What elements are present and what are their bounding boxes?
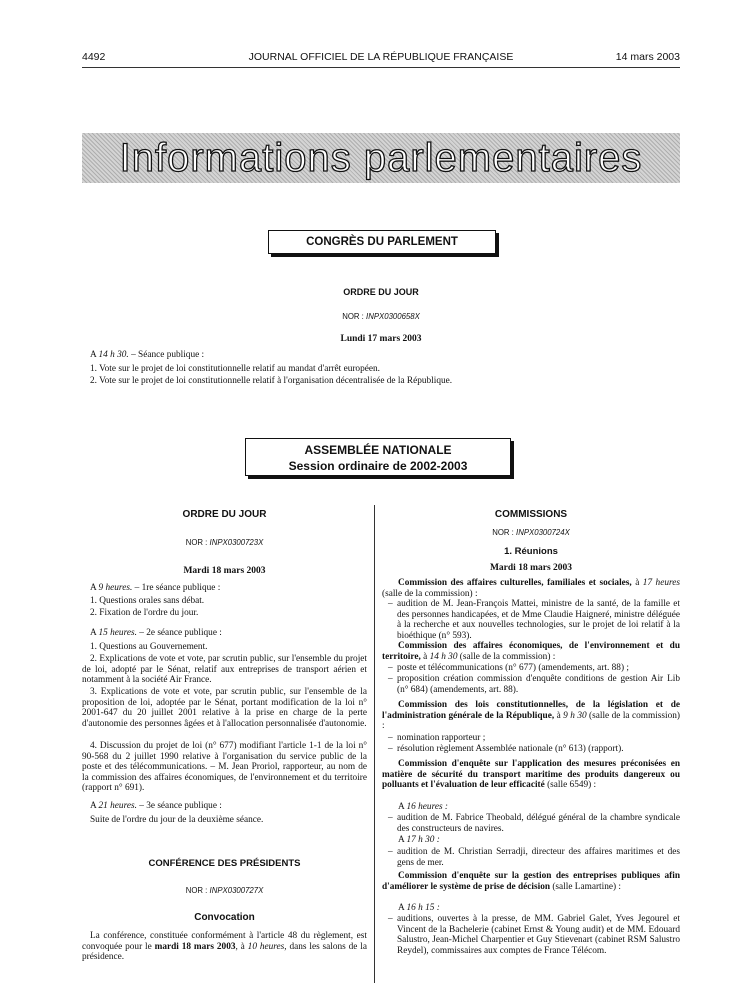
convocation-title: Convocation [194, 912, 255, 923]
a15-session: A 15 heures. – 2e séance publique : [90, 628, 222, 638]
commission-5-item-1: – auditions, ouvertes à la presse, de MM. Gabriel Galet, Yves Jegourel et Vincent de la Bachelerie (cabinet Ernst & Young audit) et de MM. Edouard Salustro, Jean-Michel Charpentier et Guy Stievenart (cabinet RSM Salustro Reydel), commissaires aux comptes de France Télécom. [397, 914, 680, 956]
conference-title: CONFÉRENCE DES PRÉSIDENTS [148, 858, 301, 869]
commission-1-item-1: – audition de M. Jean-François Mattei, ministre de la santé, de la famille et des personnes handicapées, et de Mme Claudie Haigneré, ministre déléguée à la recherche et aux nouvelles technologies, sur le projet de loi relatif à la bioéthique (n° 593). [397, 599, 680, 641]
commission-5: Commission d'enquête sur la gestion des entreprises publiques afin d'améliorer le système de prise de décision (salle Lamartine) : [382, 871, 680, 892]
commission-2-item-2: – proposition création commission d'enquête conditions de gestion Air Lib (n° 684) (amendements, art. 88). [397, 674, 680, 695]
reunions-subtitle: 1. Réunions [504, 546, 558, 557]
convocation-text: La conférence, constituée conformément à l'article 48 du règlement, est convoquée pour le mardi 18 mars 2003, à 10 heures, dans les salons de la présidence. [82, 931, 367, 963]
a15-item-1: 1. Questions au Gouvernement. [90, 642, 208, 652]
column-divider [374, 505, 375, 983]
commission-2-item-1: – poste et télécommunications (n° 677) (amendements, art. 88) ; [397, 663, 680, 674]
assemblee-title: ASSEMBLÉE NATIONALE [304, 443, 452, 457]
a15-item-4: 4. Discussion du projet de loi (n° 677) modifiant l'article 1-1 de la loi n° 90-568 du 2 juillet 1990 relative à l'organisation du service public de la poste et des télécommunications. – M. Jean Proriol, rapporteur, au nom de la commission des affaires économiques, de l'environnement et du territoire (rapport n° 691). [82, 741, 367, 794]
commission-5-time-1: A 16 h 15 : [398, 903, 440, 913]
banner-title: Informations parlementaires [119, 136, 643, 180]
an-date: Mardi 18 mars 2003 [183, 566, 266, 576]
header-rule [82, 67, 680, 68]
commission-3-item-1: – nomination rapporteur ; [397, 733, 680, 744]
page-number: 4492 [82, 51, 106, 63]
a9-item-2: 2. Fixation de l'ordre du jour. [90, 608, 199, 618]
an-nor: NOR : INPX0300723X [185, 538, 264, 547]
commission-1: Commission des affaires culturelles, familiales et sociales, à 17 heures (salle de la commission) : [382, 578, 680, 599]
a9-item-1: 1. Questions orales sans débat. [90, 596, 205, 606]
congres-date: Lundi 17 mars 2003 [340, 334, 422, 344]
assemblee-title-box [245, 438, 511, 476]
commissions-nor: NOR : INPX0300724X [492, 528, 570, 537]
commission-4-item-2: – audition de M. Christian Serradji, directeur des affaires maritimes et des gens de mer. [397, 847, 680, 868]
journal-title: JOURNAL OFFICIEL DE LA RÉPUBLIQUE FRANÇAISE [248, 51, 514, 63]
commission-4-item-1: – audition de M. Fabrice Theobald, délégué général de la chambre syndicale des constructeurs de navires. [397, 813, 680, 834]
a21-item: Suite de l'ordre du jour de la deuxième séance. [90, 815, 264, 825]
assemblee-session: Session ordinaire de 2002-2003 [288, 459, 468, 473]
commission-4-time-2: A 17 h 30 : [398, 835, 440, 845]
congres-item-1: 1. Vote sur le projet de loi constitutionnelle relatif au mandat d'arrêt européen. [90, 364, 380, 374]
congres-nor: NOR : INPX0300658X [342, 312, 420, 321]
commission-4: Commission d'enquête sur l'application des mesures préconisées en matière de sécurité du transport maritime des produits dangereux ou polluants et l'évaluation de leur efficacité (salle 6549) : [382, 759, 680, 791]
conference-nor: NOR : INPX0300727X [185, 886, 264, 895]
congres-item-2: 2. Vote sur le projet de loi constitutionnelle relatif à l'organisation décentralisée de la République. [90, 376, 453, 386]
issue-date: 14 mars 2003 [615, 51, 680, 63]
commission-2: Commission des affaires économiques, de l'environnement et du territoire, à 14 h 30 (salle de la commission) : [382, 641, 680, 662]
an-ordre-du-jour: ORDRE DU JOUR [182, 509, 267, 520]
section-banner [82, 133, 680, 183]
congres-title: CONGRÈS DU PARLEMENT [306, 236, 458, 248]
commissions-title: COMMISSIONS [494, 509, 568, 520]
a15-item-3: 3. Explications de vote et vote, par scrutin public, sur l'ensemble de la proposition de loi, adoptée par le Sénat, portant modification de la loi n° 2001-647 du 20 juillet 2001 relative à la prise en charge de la perte d'autonomie des personnes âgées et à l'allocation personnalisée d'autonomie. [82, 687, 367, 729]
congres-title-box [268, 230, 496, 254]
a9-session: A 9 heures. – 1re séance publique : [90, 583, 221, 593]
commissions-date: Mardi 18 mars 2003 [489, 563, 573, 573]
congres-ordre-du-jour: ORDRE DU JOUR [343, 287, 419, 297]
commission-3: Commission des lois constitutionnelles, de la législation et de l'administration générale de la République, à 9 h 30 (salle de la commission) : [382, 700, 680, 732]
commission-3-item-2: – résolution règlement Assemblée nationale (n° 613) (rapport). [397, 744, 680, 755]
a15-item-2: 2. Explications de vote et vote, par scrutin public, sur l'ensemble du projet de loi, adopté par le Sénat, relatif aux entreprises de transport aérien et notamment à la société Air France. [82, 654, 367, 686]
congres-session-line: A 14 h 30. – Séance publique : [90, 350, 205, 360]
commission-4-time-1: A 16 heures : [398, 802, 449, 812]
running-header [82, 51, 680, 65]
a21-session: A 21 heures. – 3e séance publique : [90, 801, 222, 811]
